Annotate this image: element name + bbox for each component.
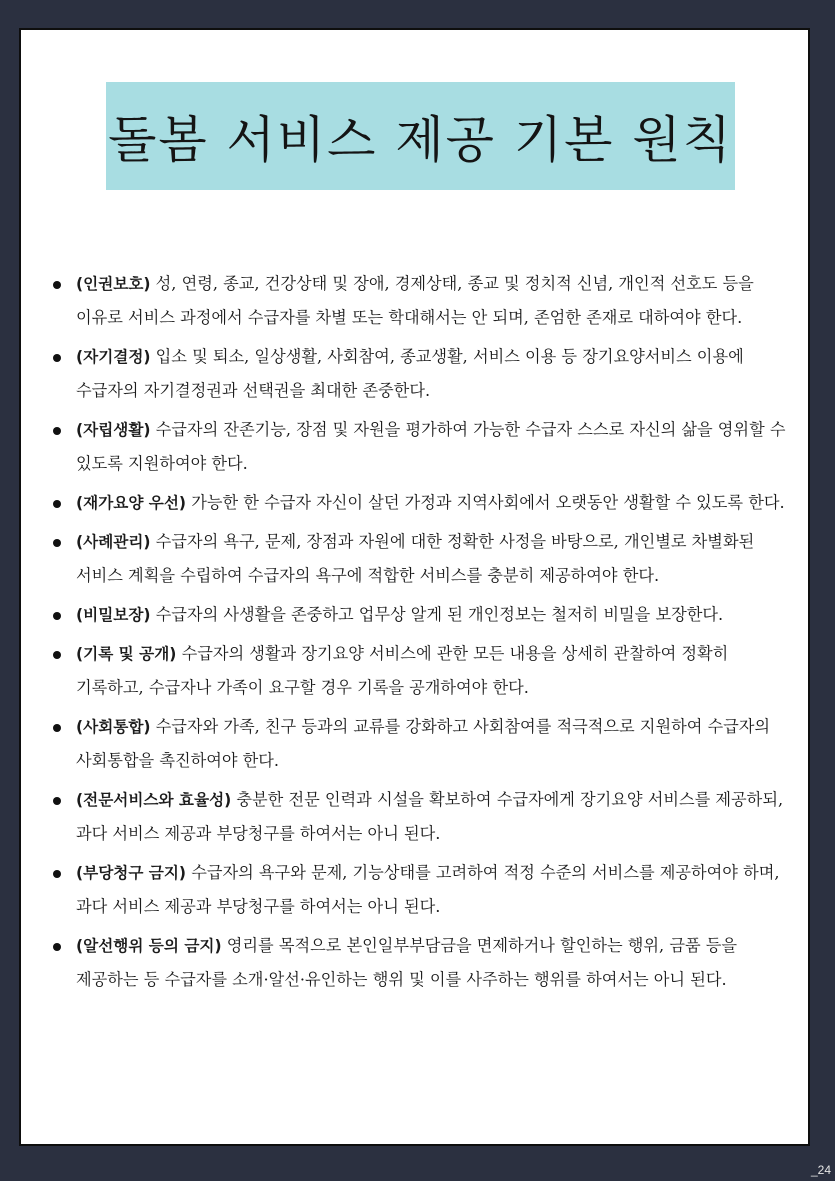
list-item [49,267,789,335]
principle-label: (부당청구 금지) [76,864,187,882]
principle-label: (자기결정) [76,348,151,366]
list-item [49,340,789,408]
page-title: 돌봄 서비스 제공 기본 원칙 [108,111,733,169]
principle-text: 수급자의 사생활을 존중하고 업무상 알게 된 개인정보는 철저히 비밀을 보장한다. [150,605,724,624]
principle-label: (알선행위 등의 금지) [76,937,222,955]
principle-text: 충분한 전문 인력과 시설을 확보하여 수급자에게 장기요양 서비스를 제공하되, 과다 서비스 제공과 부당청구를 하여서는 아니 된다. [76,790,784,843]
document-page [19,28,810,1146]
principle-label: (사례관리) [76,533,151,551]
list-item [49,598,789,632]
bullet-icon [53,651,61,659]
list-item [49,525,789,593]
bullet-icon [53,500,61,508]
principle-label: (인권보호) [76,275,151,293]
principle-text: 성, 연령, 종교, 건강상태 및 장애, 경제상태, 종교 및 정치적 신념, 개인적 선호도 등을 이유로 서비스 과정에서 수급자를 차별 또는 학대해서는 안 되며, 존엄한 존재로 대하여야 한다. [76,274,754,327]
bullet-icon [53,427,61,435]
principle-label: (사회통합) [76,718,151,736]
principle-text: 수급자의 잔존기능, 장점 및 자원을 평가하여 가능한 수급자 스스로 자신의 삶을 영위할 수 있도록 지원하여야 한다. [76,420,786,473]
bullet-icon [53,612,61,620]
list-item [49,637,789,705]
principle-label: (자립생활) [76,421,151,439]
principle-text: 입소 및 퇴소, 일상생활, 사회참여, 종교생활, 서비스 이용 등 장기요양서비스 이용에 수급자의 자기결정권과 선택권을 최대한 존중한다. [76,347,744,400]
bullet-icon [53,797,61,805]
principle-text: 수급자의 생활과 장기요양 서비스에 관한 모든 내용을 상세히 관찰하여 정확히 기록하고, 수급자나 가족이 요구할 경우 기록을 공개하여야 한다. [76,644,729,697]
bullet-icon [53,870,61,878]
list-item [49,486,789,520]
list-item [49,710,789,778]
principle-label: (비밀보장) [76,606,151,624]
bullet-icon [53,943,61,951]
list-item [49,783,789,851]
principle-text: 수급자의 욕구와 문제, 기능상태를 고려하여 적정 수준의 서비스를 제공하여야 하며, 과다 서비스 제공과 부당청구를 하여서는 아니 된다. [76,863,780,916]
page-number: _24 [810,1163,831,1177]
list-item [49,929,789,997]
principle-text: 영리를 목적으로 본인일부부담금을 면제하거나 할인하는 행위, 금품 등을 제공하는 등 수급자를 소개·알선·유인하는 행위 및 이를 사주하는 행위를 하여서는 아니 된다. [76,936,738,989]
principle-label: (기록 및 공개) [76,645,177,663]
bullet-icon [53,354,61,362]
principle-text: 수급자의 욕구, 문제, 장점과 자원에 대한 정확한 사정을 바탕으로, 개인별로 차별화된 서비스 계획을 수립하여 수급자의 욕구에 적합한 서비스를 충분히 제공하여야 한다. [76,532,755,585]
bullet-icon [53,281,61,289]
list-item [49,413,789,481]
principle-text: 가능한 한 수급자 자신이 살던 가정과 지역사회에서 오랫동안 생활할 수 있도록 한다. [186,493,785,512]
principle-label: (재가요양 우선) [76,494,187,512]
list-item [49,856,789,924]
principle-label: (전문서비스와 효율성) [76,791,232,809]
principle-text: 수급자와 가족, 친구 등과의 교류를 강화하고 사회참여를 적극적으로 지원하여 수급자의 사회통합을 촉진하여야 한다. [76,717,771,770]
bullet-icon [53,724,61,732]
principles-list [49,267,789,1002]
bullet-icon [53,539,61,547]
title-banner [106,82,735,190]
